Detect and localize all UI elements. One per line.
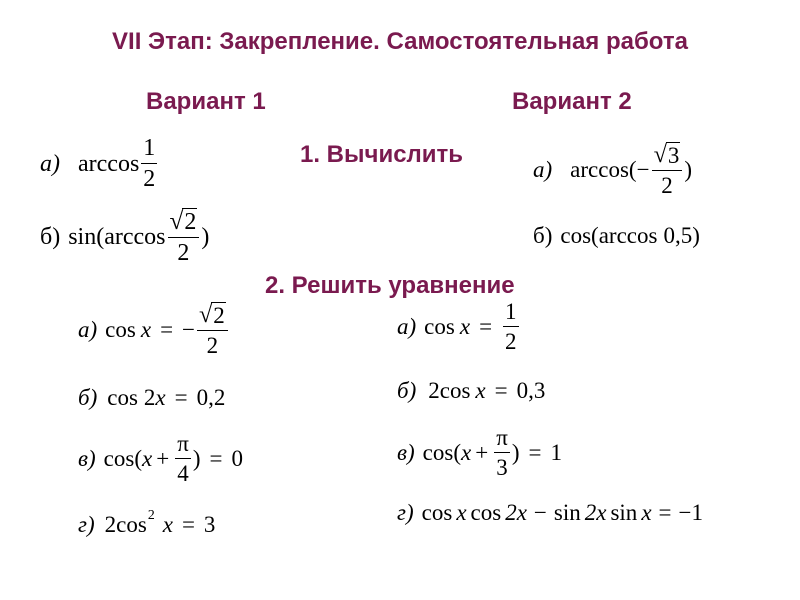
slide-title: VII Этап: Закрепление. Самостоятельная работа bbox=[112, 28, 688, 55]
variant-2-heading: Вариант 2 bbox=[512, 88, 632, 115]
task2-v1-g: г) 2 cos $^2$ x = 3 bbox=[78, 506, 216, 537]
task2-v1-b: б) cos 2 x = 0,2 bbox=[78, 385, 226, 410]
fraction: √ 2 2 bbox=[168, 208, 200, 265]
fraction: $\frac{1}{2}$ bbox=[143, 135, 156, 192]
label: в) bbox=[397, 440, 415, 465]
label: в) bbox=[78, 446, 96, 471]
label: а) bbox=[397, 314, 417, 339]
fn-arccos: arccos bbox=[78, 150, 140, 177]
task1-v2-a: а) arccos ( − √ 3 2 ) bbox=[533, 140, 692, 198]
task1-v1-a bbox=[40, 136, 159, 191]
task1-v1-b: б) sin ( arccos √ 2 2 ) bbox=[40, 207, 210, 266]
label: б) bbox=[397, 378, 417, 403]
label: а) bbox=[533, 157, 553, 182]
task1-v2-b: б) cos ( arccos 0,5 ) bbox=[533, 223, 700, 248]
task2-v2-b: б) 2 cos x = 0,3 bbox=[397, 378, 546, 403]
task2-v1-a: а) cos x = − √ 2 2 bbox=[78, 302, 230, 357]
label: а) bbox=[40, 150, 60, 177]
label: б) bbox=[40, 223, 61, 250]
label: а) bbox=[78, 317, 98, 342]
label: б) bbox=[78, 385, 98, 410]
fraction: $\frac{\pi}{4}$ bbox=[177, 431, 189, 486]
fraction: √ 2 2 bbox=[197, 302, 228, 357]
label: г) bbox=[397, 500, 414, 525]
task-1-heading: 1. Вычислить bbox=[300, 141, 464, 168]
task2-v2-g: г) cos x cos 2x − sin 2x sin x = −1 bbox=[397, 500, 703, 525]
label: г) bbox=[78, 512, 95, 537]
task2-v1-v: в) cos ( x + $\frac{\pi}{4}$ ) = 0 bbox=[78, 431, 243, 486]
fraction: $\frac{1}{2}$ bbox=[505, 299, 517, 354]
variant-1-heading: Вариант 1 bbox=[146, 88, 266, 115]
task2-v2-a: а) cos x = $\frac{1}{2}$ bbox=[397, 299, 517, 354]
fraction: √ 3 2 bbox=[652, 142, 683, 197]
label: б) bbox=[533, 223, 553, 248]
task-2-heading: 2. Решить уравнение bbox=[265, 272, 515, 299]
fraction: $\frac{\pi}{3}$ bbox=[496, 425, 508, 480]
task2-v2-v: в) cos ( x + $\frac{\pi}{3}$ ) = 1 bbox=[397, 425, 562, 480]
